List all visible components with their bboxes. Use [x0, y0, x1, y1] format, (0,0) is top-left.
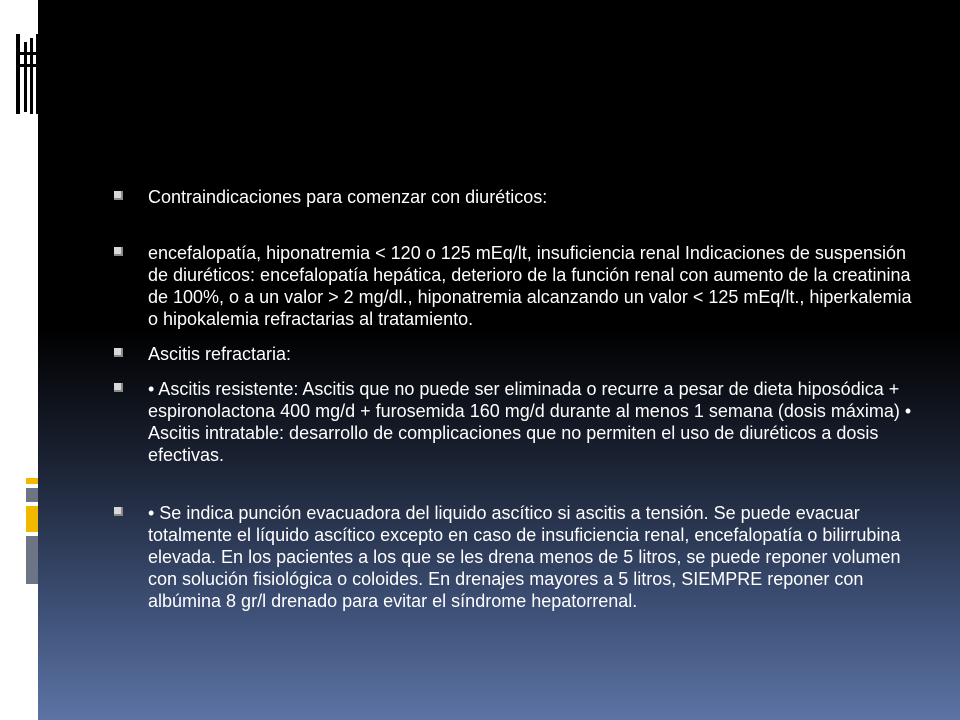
- list-item: [112, 343, 912, 365]
- deco-bar: [36, 34, 40, 114]
- deco-block-gold: [26, 478, 38, 484]
- square-bullet-icon: [114, 383, 123, 392]
- bullet-text: Contraindicaciones para comenzar con diuréticos:: [148, 187, 548, 207]
- square-bullet-icon: [114, 507, 123, 516]
- deco-bar: [24, 42, 27, 112]
- deco-bar: [16, 34, 20, 114]
- deco-block-gray: [26, 536, 38, 584]
- square-bullet-icon: [114, 348, 123, 357]
- bullet-text: • Ascitis resistente: Ascitis que no puede ser eliminada o recurre a pesar de dieta hiposódica + espironolactona 400 mg/d + furosemida 160 mg/d durante al menos 1 semana (dosis máxima) • Ascitis intratable: desarrollo de complicaciones que no permiten el uso de diuréticos a dosis efectivas.: [148, 379, 912, 465]
- bullet-text: Ascitis refractaria:: [148, 344, 292, 364]
- bullet-list: [112, 186, 912, 612]
- bullet-text: encefalopatía, hiponatremia < 120 o 125 mEq/lt, insuficiencia renal Indicaciones de suspensión de diuréticos: encefalopatía hepática, deterioro de la función renal con aumento de la creatinina de 100%, o a un valor > 2 mg/dl., hiponatremia alcanzando un valor < 125 mEq/lt., hiperkalemia o hipokalemia refractarias al tratamiento.: [148, 243, 912, 329]
- deco-block-gray: [26, 488, 38, 502]
- list-item: [112, 186, 912, 208]
- list-item: [112, 242, 912, 330]
- decorative-stripes-top: [16, 34, 42, 114]
- list-item: [112, 378, 912, 466]
- deco-bar: [30, 38, 33, 114]
- list-item: [112, 502, 912, 612]
- decorative-color-blocks: [26, 478, 38, 598]
- deco-block-gold: [26, 506, 38, 532]
- square-bullet-icon: [114, 191, 123, 200]
- square-bullet-icon: [114, 247, 123, 256]
- bullet-text: • Se indica punción evacuadora del liquido ascítico si ascitis a tensión. Se puede evacuar totalmente el líquido ascítico excepto en caso de insuficiencia renal, encefalopatía o bilirrubina elevada. En los pacientes a los que se les drena menos de 5 litros, se puede reponer volumen con solución fisiológica o coloides. En drenajes mayores a 5 litros, SIEMPRE reponer con albúmina 8 gr/l drenado para evitar el síndrome hepatorrenal.: [148, 503, 901, 611]
